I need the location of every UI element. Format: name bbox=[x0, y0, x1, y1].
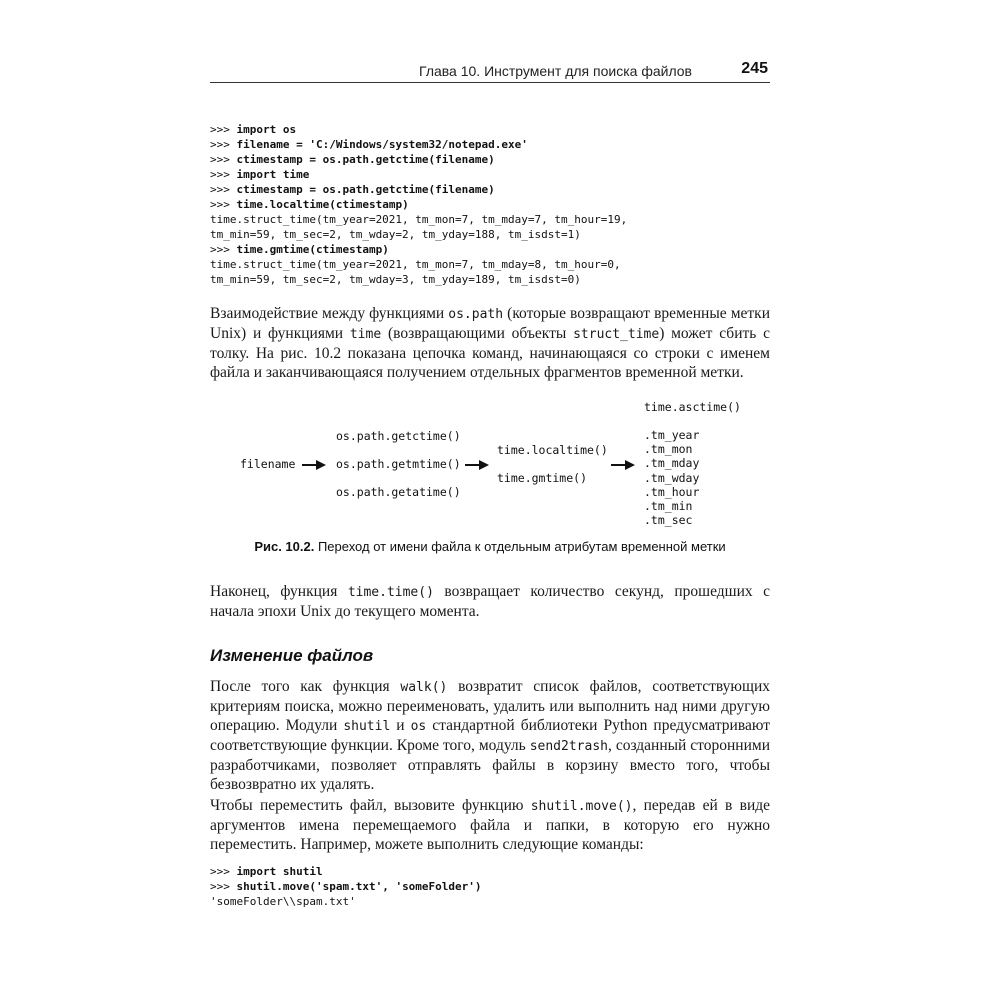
code-line bbox=[210, 879, 482, 894]
code-line bbox=[210, 242, 627, 257]
code-prompt: >>> bbox=[210, 243, 237, 256]
code-text: ctimestamp = os.path.getctime(filename) bbox=[236, 183, 495, 196]
code-line bbox=[210, 257, 627, 272]
code-prompt: >>> bbox=[210, 865, 237, 878]
arrow-right-icon bbox=[465, 458, 491, 472]
inline-code: send2trash bbox=[529, 739, 608, 754]
code-block-shutil bbox=[210, 864, 482, 909]
diagram-attribute: .tm_mday bbox=[644, 456, 700, 471]
inline-code: os bbox=[410, 719, 427, 734]
code-prompt: >>> bbox=[210, 123, 237, 136]
code-text: time.struct_time(tm_year=2021, tm_mon=7, tm_mday=7, tm_hour=19, bbox=[210, 213, 628, 226]
code-block-timestamps bbox=[210, 122, 627, 287]
code-line bbox=[210, 167, 627, 182]
diagram-filename: filename bbox=[240, 457, 296, 471]
inline-code: time bbox=[349, 327, 382, 342]
paragraph-modify-files: После того как функция walk() возвратит список файлов, соответствующих критериям поиска, можно переименовать, удалить или выполнить над ними другую операцию. Модули shutil и os стандартной библиотеки Python предусматривают соответствующие функции. Кроме того, модуль send2trash, созданный сторонними разработчиками, позволяет отправлять файлы в корзину вместо того, чтобы безвозвратно их удалять. bbox=[210, 678, 770, 793]
code-line bbox=[210, 152, 627, 167]
paragraph-shutil-move: Чтобы переместить файл, вызовите функцию shutil.move(), передав ей в виде аргументов имена перемещаемого файла и папки, в которую его нужно переместить. Например, можете выполнить следующие команды: bbox=[210, 797, 770, 853]
code-prompt: >>> bbox=[210, 198, 237, 211]
inline-code: os.path bbox=[448, 307, 504, 322]
inline-code: walk() bbox=[400, 680, 448, 695]
code-line bbox=[210, 272, 627, 287]
inline-code: shutil.move() bbox=[530, 799, 633, 814]
code-text: time.localtime(ctimestamp) bbox=[236, 198, 409, 211]
code-line bbox=[210, 197, 627, 212]
code-line bbox=[210, 182, 627, 197]
code-prompt: >>> bbox=[210, 183, 237, 196]
diagram-getmtime: os.path.getmtime() bbox=[336, 457, 461, 471]
running-header bbox=[210, 60, 770, 83]
code-text: ctimestamp = os.path.getctime(filename) bbox=[236, 153, 495, 166]
diagram-getatime: os.path.getatime() bbox=[336, 485, 461, 499]
diagram-attribute: .tm_year bbox=[644, 428, 700, 442]
code-line bbox=[210, 212, 627, 227]
code-prompt: >>> bbox=[210, 168, 237, 181]
section-heading: Изменение файлов bbox=[210, 646, 374, 665]
diagram-localtime: time.localtime() bbox=[497, 443, 608, 457]
code-line bbox=[210, 122, 627, 137]
diagram-getctime: os.path.getctime() bbox=[336, 429, 461, 443]
page-number: 245 bbox=[741, 60, 768, 77]
paragraph-time-time: Наконец, функция time.time() возвращает количество секунд, прошедших с начала эпохи Unix до текущего момента. bbox=[210, 583, 770, 620]
caption-text: Переход от имени файла к отдельным атрибутам временной метки bbox=[314, 539, 726, 554]
diagram-attribute: .tm_sec bbox=[644, 513, 693, 528]
code-text: time.gmtime(ctimestamp) bbox=[236, 243, 389, 256]
code-text: time.struct_time(tm_year=2021, tm_mon=7, tm_mday=8, tm_hour=0, bbox=[210, 258, 621, 271]
diagram-attribute: .tm_hour bbox=[644, 484, 700, 499]
caption-label: Рис. 10.2. bbox=[254, 539, 315, 554]
code-line bbox=[210, 137, 627, 152]
code-line bbox=[210, 864, 482, 879]
code-text: import os bbox=[236, 123, 297, 136]
code-prompt: >>> bbox=[210, 138, 237, 151]
inline-code: struct_time bbox=[573, 327, 660, 342]
chapter-title: Глава 10. Инструмент для поиска файлов bbox=[419, 63, 692, 79]
diagram-gmtime: time.gmtime() bbox=[497, 471, 588, 485]
code-line bbox=[210, 894, 482, 909]
diagram-attribute: .tm_wday bbox=[644, 470, 700, 485]
code-text: tm_min=59, tm_sec=2, tm_wday=2, tm_yday=188, tm_isdst=1) bbox=[210, 228, 581, 241]
arrow-right-icon bbox=[302, 458, 328, 472]
diagram-asctime: time.asctime() bbox=[644, 400, 741, 414]
code-text: tm_min=59, tm_sec=2, tm_wday=3, tm_yday=189, tm_isdst=0) bbox=[210, 273, 581, 286]
code-text: import time bbox=[236, 168, 310, 181]
code-text: shutil.move('spam.txt', 'someFolder') bbox=[236, 880, 482, 893]
paragraph-os-path-time: Взаимодействие между функциями os.path (которые возвращают временные метки Unix) и функциями time (возвращающими объекты struct_time) может сбить с толку. На рис. 10.2 показана цепочка команд, начинающаяся со строки с именем файла и заканчивающаяся получением отдельных фрагментов временной метки. bbox=[210, 305, 771, 381]
code-prompt: >>> bbox=[210, 880, 237, 893]
figure-timestamp-diagram bbox=[210, 395, 770, 535]
code-line bbox=[210, 227, 627, 242]
code-text: filename = 'C:/Windows/system32/notepad.exe' bbox=[236, 138, 528, 151]
inline-code: shutil bbox=[343, 719, 391, 734]
arrow-right-icon bbox=[611, 458, 637, 472]
code-prompt: >>> bbox=[210, 153, 237, 166]
figure-caption bbox=[210, 539, 770, 554]
inline-code: time.time() bbox=[347, 585, 434, 600]
code-text: import shutil bbox=[236, 865, 323, 878]
diagram-attribute: .tm_min bbox=[644, 499, 693, 513]
diagram-attribute: .tm_mon bbox=[644, 442, 693, 457]
code-text: 'someFolder\\spam.txt' bbox=[210, 895, 356, 908]
